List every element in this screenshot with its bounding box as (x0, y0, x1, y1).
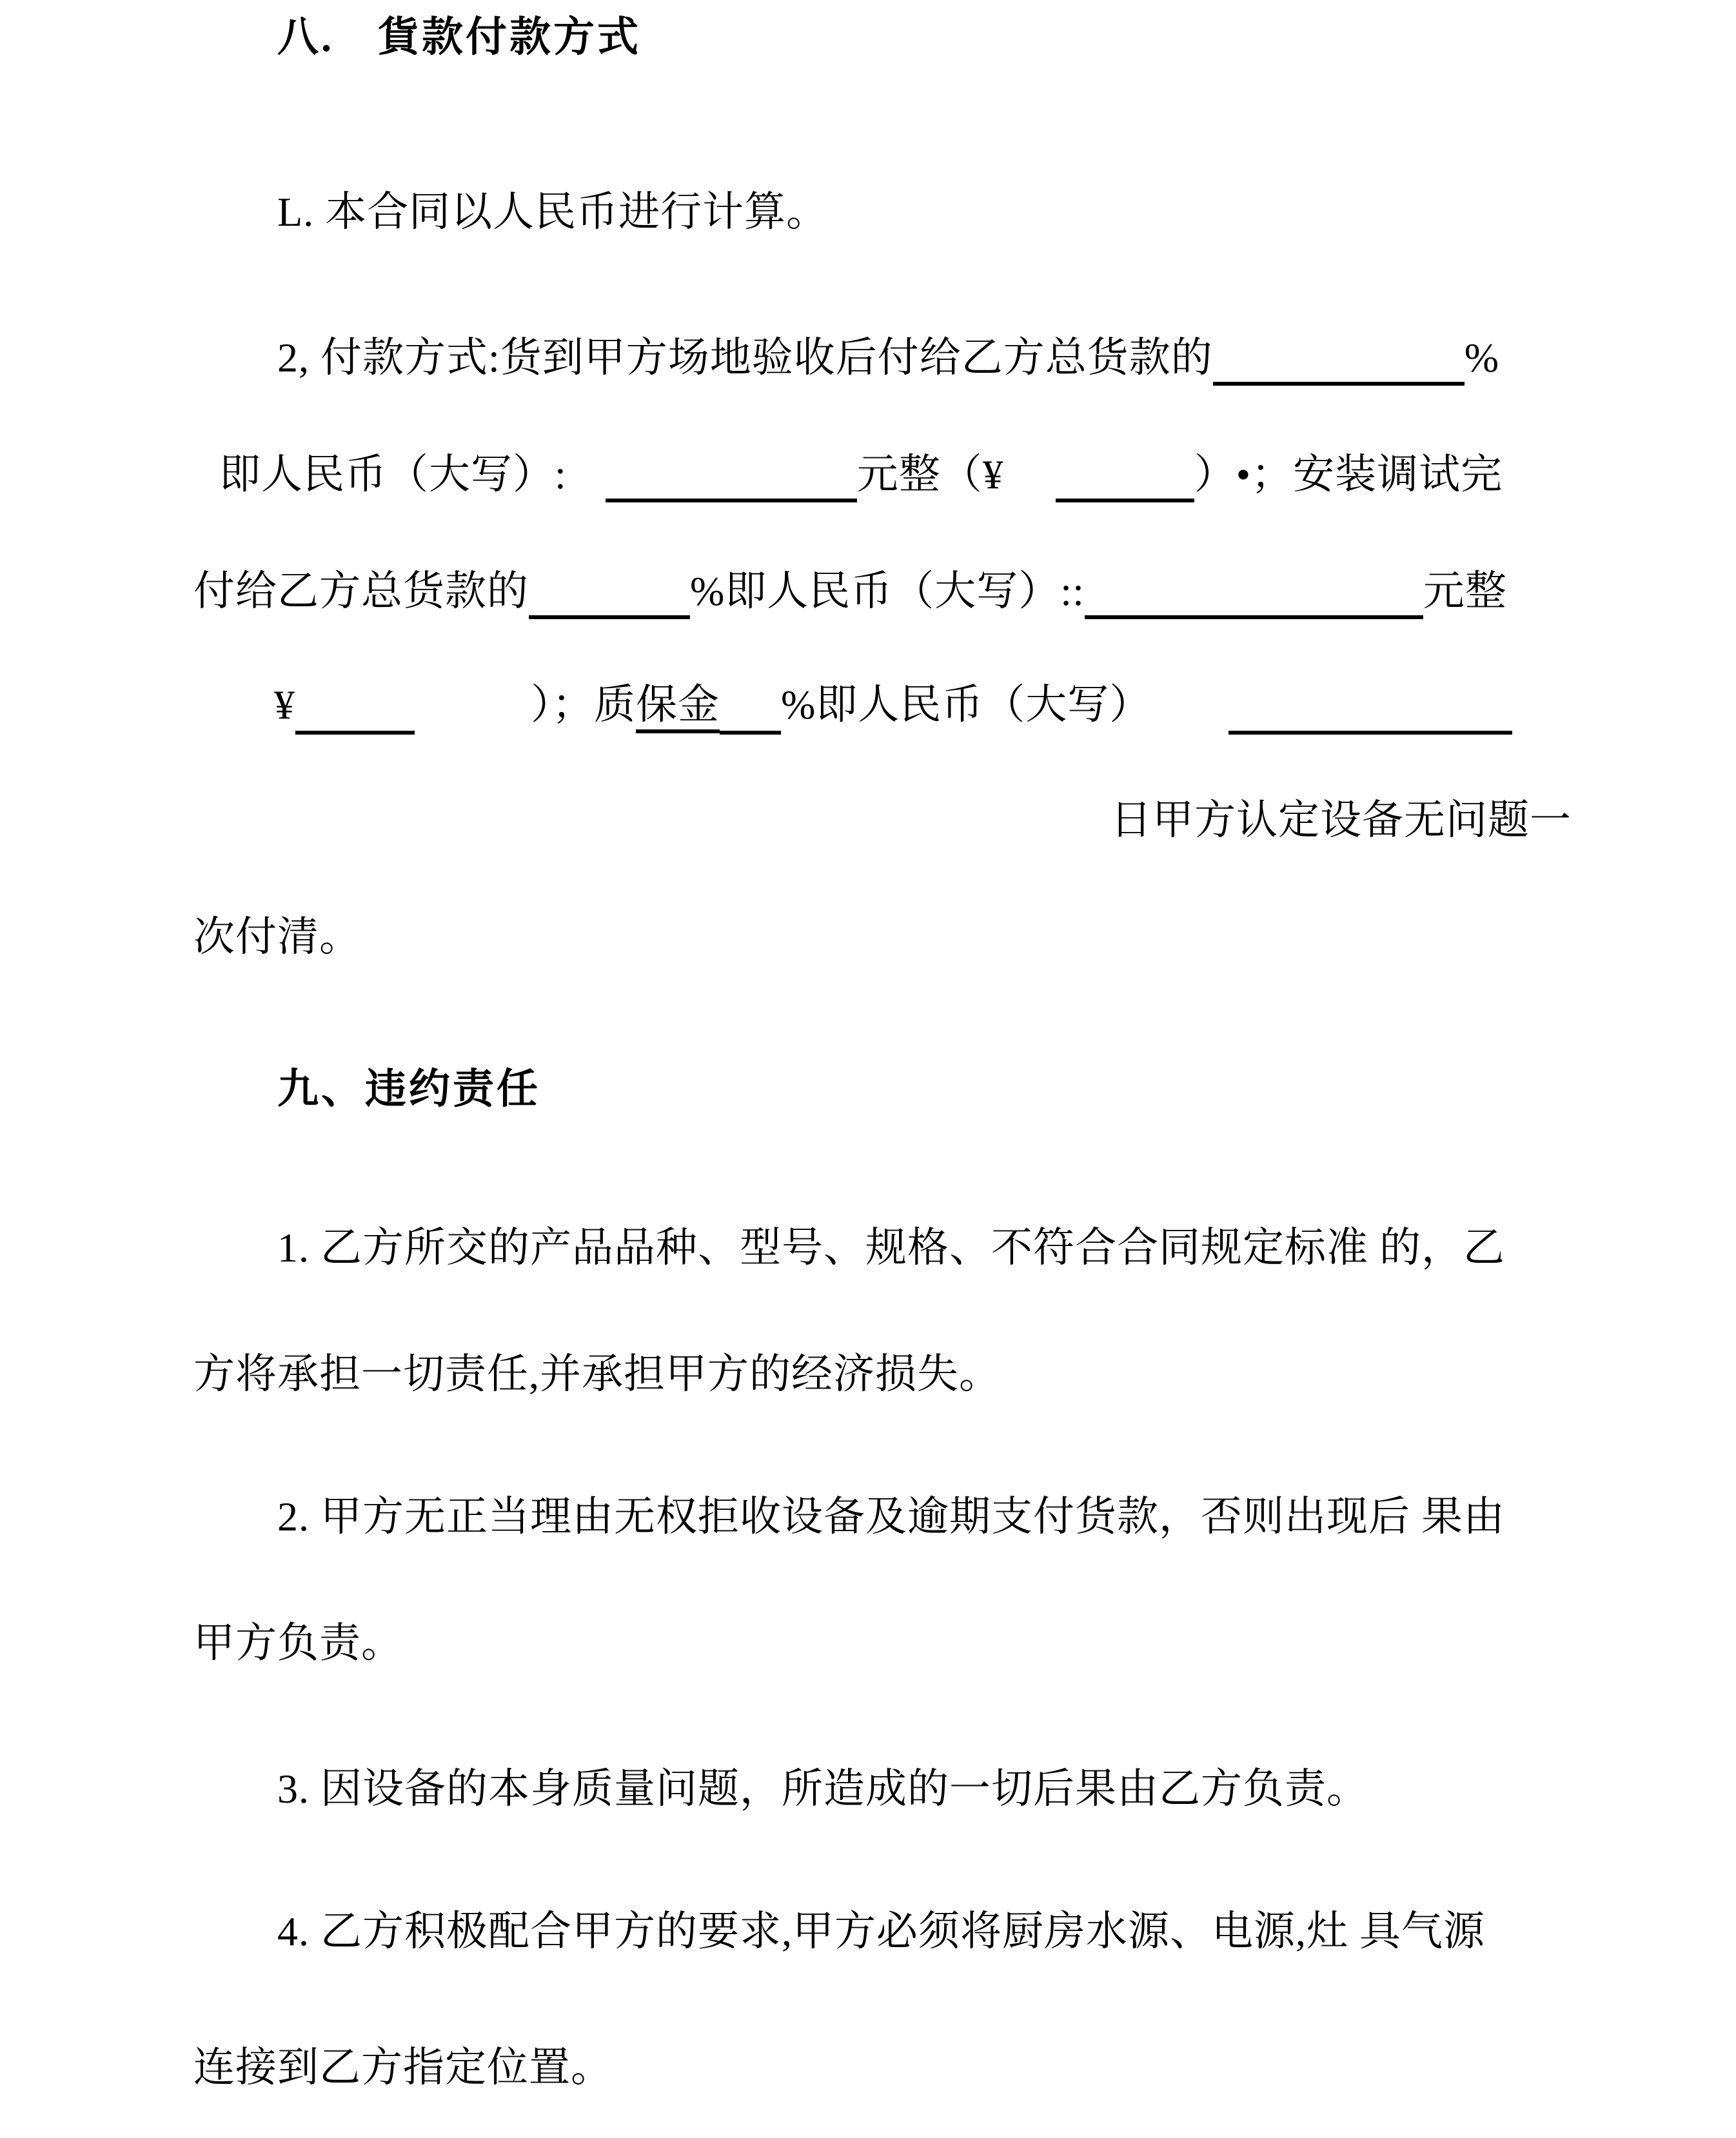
yen-sign: ¥ (274, 682, 295, 728)
clause-currency: L. 本合同以人民币进行计算。 (277, 189, 829, 235)
percent-sign: % (1464, 335, 1500, 381)
second-amount-words-blank (1085, 565, 1423, 619)
breach-clause2-line2: 甲方负责。 (193, 1620, 403, 1666)
warranty-rmb-words-label: %即人民币（大写） (781, 682, 1152, 728)
second-payment-line (193, 564, 1572, 619)
warranty-amount-words-blank (1228, 680, 1512, 735)
first-payment-percent-blank (1213, 332, 1465, 386)
breach-clause4-line1: 4. 乙方积极配合甲方的要求,甲方必须将厨房水源、电源,灶 具气源 (277, 1908, 1485, 1954)
rmb-words-label: 即人民币（大写）: (219, 451, 567, 497)
section8-heading: 八. 貨款付款方式 (277, 14, 641, 60)
warranty-label-prefix: ）；质 (531, 682, 636, 728)
rmb-words-line (219, 447, 1572, 502)
spacer (1004, 482, 1056, 488)
spacer (1151, 712, 1228, 718)
amount-words-blank (606, 448, 857, 502)
payment-method-text: 2, 付款方式:货到甲方场地验收后付给乙方总货款的 (277, 335, 1213, 381)
spacer (415, 712, 531, 718)
warranty-line (274, 677, 1572, 735)
acceptance-line: 日甲方认定设备无问题一 (1110, 797, 1572, 843)
install-debug-text: ）•；安装调试完 (1194, 451, 1503, 497)
second-payment-percent-blank (529, 565, 690, 619)
contract-page (0, 10, 1736, 2095)
breach-clause2-line1: 2. 甲方无正当理由无权拒收设备及逾期支付货款，否则出现后 果由 (277, 1494, 1505, 1539)
warranty-label-underlined: 保金 (636, 682, 720, 733)
yuan-exact-text: 元整 (1423, 568, 1507, 614)
clause-payment-method (277, 330, 1572, 386)
amount-figures-blank (1056, 448, 1194, 502)
spacer (567, 482, 606, 488)
warranty-percent-blank (720, 680, 781, 735)
second-amount-figures-blank (295, 680, 415, 735)
second-rmb-words-label: %即人民币（大写）:: (690, 568, 1085, 614)
breach-clause1-line1: 1. 乙方所交的产品品种、型号、规格、不符合合同规定标准 的，乙 (277, 1225, 1505, 1271)
yuan-exact-open-paren: 元整（¥ (856, 451, 1004, 497)
paid-once-line: 次付清。 (193, 914, 361, 960)
section9-heading: 九、违约责任 (277, 1066, 540, 1112)
breach-clause4-line2: 连接到乙方指定位置。 (193, 2044, 613, 2090)
breach-clause3: 3. 因设备的本身质量问题，所造成的一切后果由乙方负责。 (277, 1766, 1368, 1812)
breach-clause1-line2: 方将承担一切责任,并承担甲方的经济损失。 (193, 1351, 1001, 1397)
second-payment-label: 付给乙方总货款的 (193, 568, 529, 614)
